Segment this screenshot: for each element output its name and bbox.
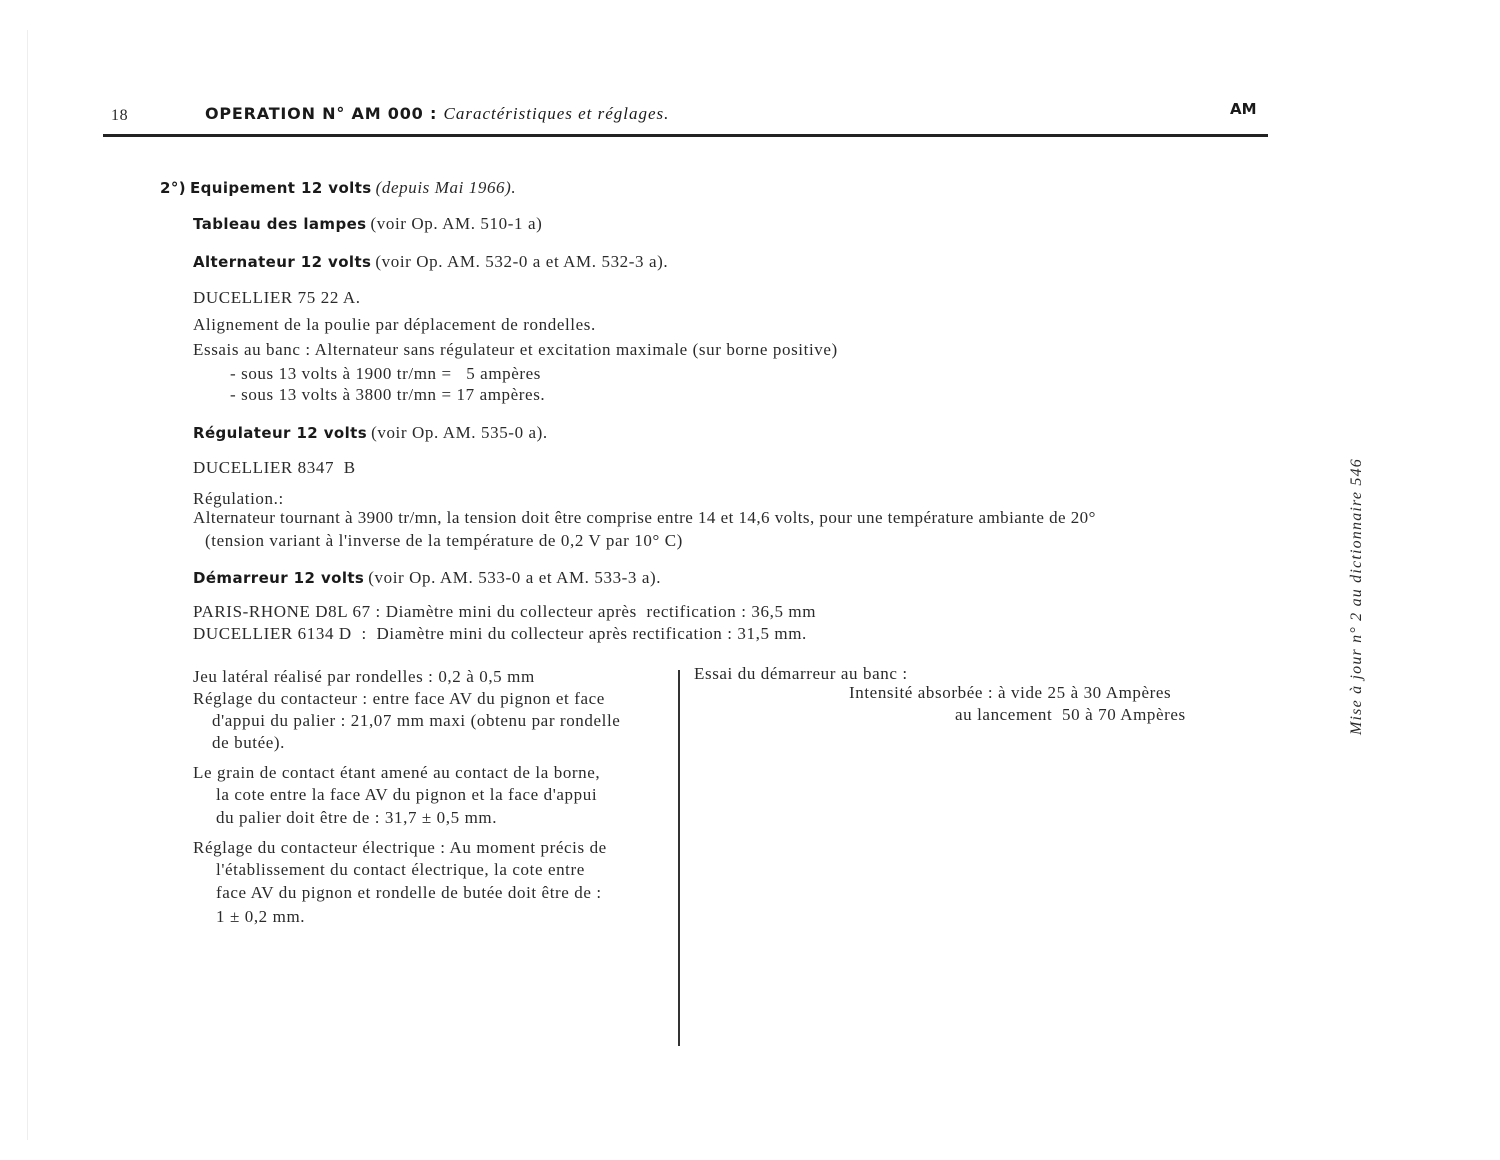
regulator-title: Régulateur 12 volts xyxy=(193,424,368,442)
regulation-line-2: (tension variant à l'inverse de la température de 0,2 V par 10° C) xyxy=(205,531,683,550)
bench-test-title: Essai du démarreur au banc : xyxy=(694,664,908,683)
alternator-test-1: - sous 13 volts à 1900 tr/mn = 5 ampères xyxy=(230,364,542,383)
contactor-setting-l2: d'appui du palier : 21,07 mm maxi (obtenu par rondelle xyxy=(212,711,621,730)
bench-test-line-1: Intensité absorbée : à vide 25 à 30 Ampères xyxy=(849,683,1172,702)
contactor-setting-l1: Réglage du contacteur : entre face AV du pignon et face xyxy=(193,689,605,708)
section-number: 2°) xyxy=(160,179,186,197)
operation-number: OPERATION N° AM 000 : xyxy=(205,104,438,123)
regulator-model: DUCELLIER 8347 B xyxy=(193,458,356,477)
electric-contactor-l1: Réglage du contacteur électrique : Au moment précis de xyxy=(193,838,607,857)
contact-grain-l3: du palier doit être de : 31,7 ± 0,5 mm. xyxy=(216,808,498,827)
electric-contactor-l2: l'établissement du contact électrique, la cote entre xyxy=(216,860,585,879)
starter-heading xyxy=(193,568,661,588)
page-title xyxy=(205,104,669,124)
starter-ref: (voir Op. AM. 533-0 a et AM. 533-3 a). xyxy=(368,568,662,587)
column-divider xyxy=(678,670,680,1046)
regulator-heading xyxy=(193,423,548,443)
alternator-ref: (voir Op. AM. 532-0 a et AM. 532-3 a). xyxy=(375,252,669,271)
page-edge xyxy=(27,30,28,1140)
page-number: 18 xyxy=(111,107,129,124)
contact-grain-l2: la cote entre la face AV du pignon et la face d'appui xyxy=(216,785,598,804)
starter-model-1: PARIS-RHONE D8L 67 : Diamètre mini du collecteur après rectification : 36,5 mm xyxy=(193,602,817,621)
electric-contactor-l4: 1 ± 0,2 mm. xyxy=(216,907,306,926)
alternator-alignment: Alignement de la poulie par déplacement de rondelles. xyxy=(193,315,596,334)
header-code: AM xyxy=(1230,100,1257,118)
alternator-heading xyxy=(193,252,668,272)
alternator-bench-test: Essais au banc : Alternateur sans régulateur et excitation maximale (sur borne positive) xyxy=(193,340,838,359)
electric-contactor-l3: face AV du pignon et rondelle de butée doit être de : xyxy=(216,883,602,902)
regulation-label: Régulation.: xyxy=(193,489,284,508)
section-heading xyxy=(160,178,516,198)
operation-subtitle: Caractéristiques et réglages. xyxy=(443,104,670,123)
alternator-test-2: - sous 13 volts à 3800 tr/mn = 17 ampères. xyxy=(230,385,546,404)
contact-grain-l1: Le grain de contact étant amené au contact de la borne, xyxy=(193,763,601,782)
lateral-play: Jeu latéral réalisé par rondelles : 0,2 à 0,5 mm xyxy=(193,667,535,686)
header-rule xyxy=(103,134,1268,137)
lamps-title: Tableau des lampes xyxy=(193,215,367,233)
starter-model-2: DUCELLIER 6134 D : Diamètre mini du collecteur après rectification : 31,5 mm. xyxy=(193,624,807,643)
starter-title: Démarreur 12 volts xyxy=(193,569,365,587)
alternator-model: DUCELLIER 75 22 A. xyxy=(193,288,361,307)
bench-test-line-2: au lancement 50 à 70 Ampères xyxy=(955,705,1186,724)
contactor-setting-l3: de butée). xyxy=(212,733,286,752)
alternator-title: Alternateur 12 volts xyxy=(193,253,372,271)
regulation-line-1: Alternateur tournant à 3900 tr/mn, la tension doit être comprise entre 14 et 14,6 volts, pour une température ambiante de 20° xyxy=(193,508,1096,527)
lamps-ref: (voir Op. AM. 510-1 a) xyxy=(370,214,543,233)
update-side-note: Mise à jour n° 2 au dictionnaire 546 xyxy=(1348,458,1365,735)
section-title: Equipement 12 volts xyxy=(190,179,372,197)
lamps-heading xyxy=(193,214,542,234)
section-date-note: (depuis Mai 1966). xyxy=(375,178,517,197)
regulator-ref: (voir Op. AM. 535-0 a). xyxy=(371,423,548,442)
